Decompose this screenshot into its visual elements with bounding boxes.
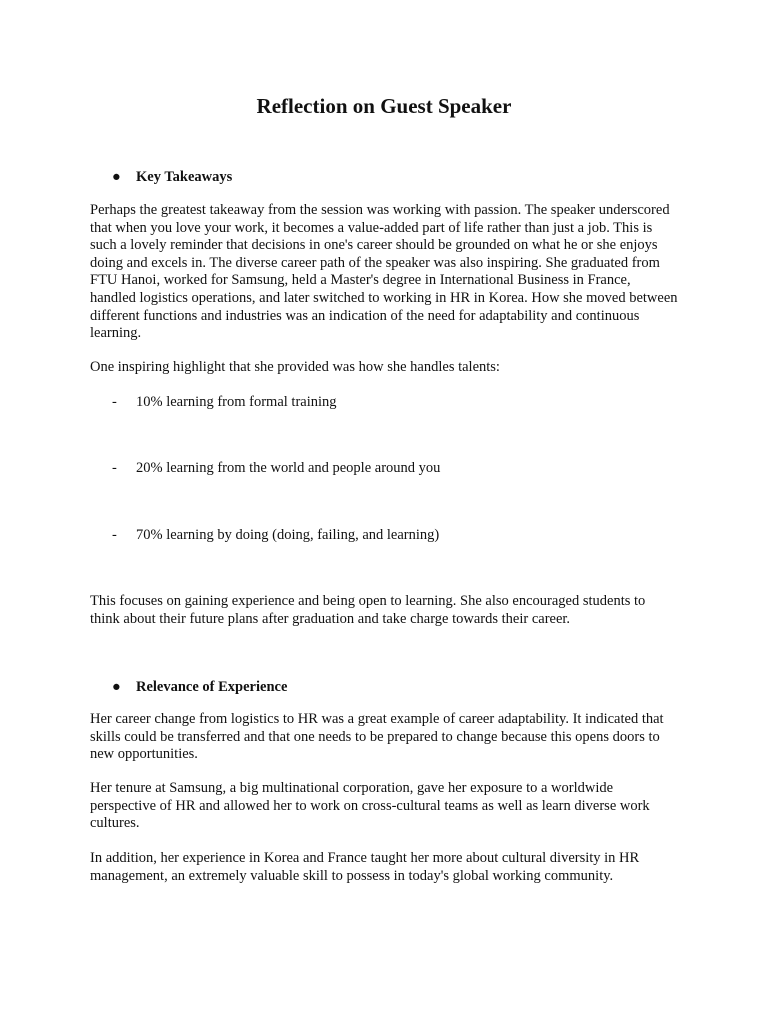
list-item [112,459,440,477]
section-heading-label: Relevance of Experience [136,679,288,695]
section-heading-label: Key Takeaways [136,169,233,185]
list-item-text: 20% learning from the world and people around you [136,460,441,476]
document-title: Reflection on Guest Speaker [256,94,512,118]
bullet-icon: ● [112,679,121,695]
section-heading-relevance-of-experience [112,678,287,696]
paragraph: In addition, her experience in Korea and France taught her more about cultural diversity in HR management, an extremely valuable skill to possess in today's global working community. [90,850,640,884]
list-item-text: 10% learning from formal training [136,394,337,410]
dash-marker: - [112,460,117,476]
paragraph: Her tenure at Samsung, a big multinational corporation, gave her exposure to a worldwide perspective of HR and allowed her to work on cross-cultural teams as well as learn diverse work cultures. [90,780,650,832]
paragraph: Perhaps the greatest takeaway from the session was working with passion. The speaker underscored that when you love your work, it becomes a value-added part of life rather than just a job. This is such a lovely reminder that decisions in one's career should be grounded on what he or she enjoys doing and excels in. The diverse career path of the speaker was also inspiring. She graduated from FTU Hanoi, worked for Samsung, held a Master's degree in International Business in France, handled logistics operations, and later switched to working in HR in Korea. How she moved between different functions and industries was an indication of the need for adaptability and continuous learning. [90,202,678,342]
bullet-icon: ● [112,169,121,185]
list-item [112,393,337,411]
section-heading-key-takeaways [112,168,232,186]
dash-marker: - [112,394,117,410]
list-item [112,526,439,544]
list-item-text: 70% learning by doing (doing, failing, and learning) [136,527,440,543]
paragraph: This focuses on gaining experience and being open to learning. She also encouraged students to think about their future plans after graduation and take charge towards their career. [90,593,646,627]
paragraph: One inspiring highlight that she provided was how she handles talents: [90,359,500,375]
paragraph: Her career change from logistics to HR was a great example of career adaptability. It indicated that skills could be transferred and that one needs to be prepared to change because this opens doors to new opportunities. [90,711,664,763]
dash-marker: - [112,527,117,543]
